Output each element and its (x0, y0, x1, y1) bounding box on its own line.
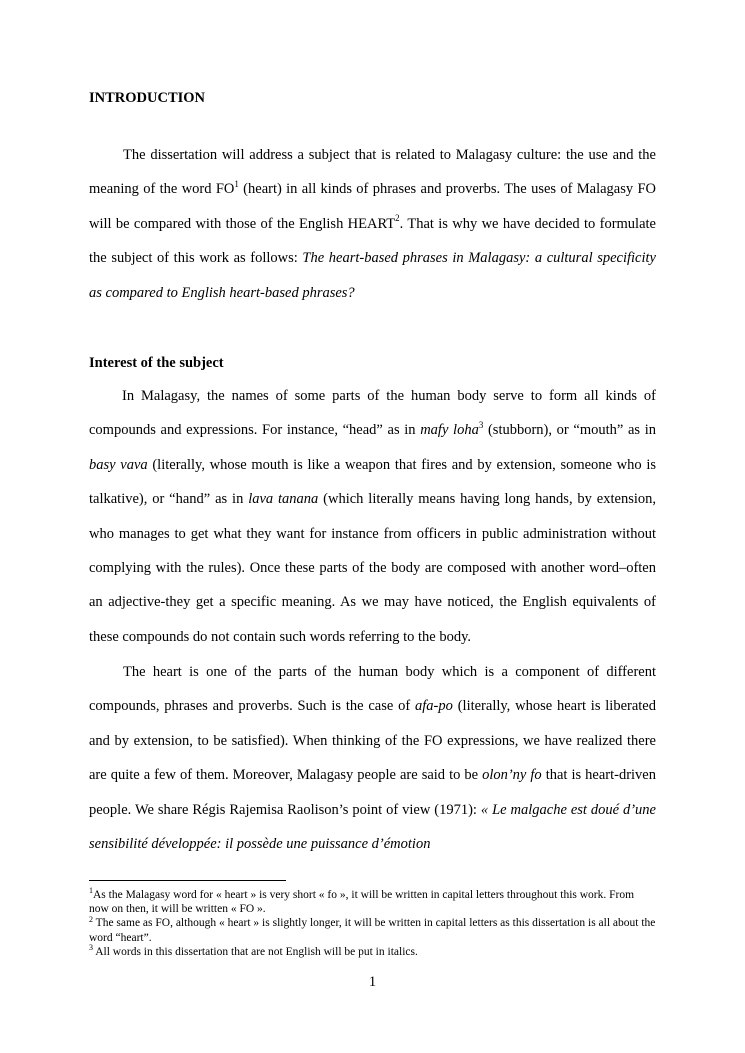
french-quotation: « Le malgache est doué d’une sensibilité développée: il possède une puissance d’émotion (89, 801, 656, 853)
footnotes (89, 888, 656, 959)
footnote-ref-1[interactable]: 1 (234, 178, 239, 189)
interest-p2-text-1: The heart is one of the parts of the human body which is a component of different compounds, phrases and proverbs. Such is the case of (89, 664, 656, 715)
section-heading-introduction: INTRODUCTION (89, 90, 206, 106)
footnote-3-mark: 3 (89, 942, 93, 952)
malagasy-term-lava-tanana: lava tanana (248, 491, 319, 508)
footnote-2-text: The same as FO, although « heart » is slightly longer, it will be written in capital letters as this dissertation is all about the word “heart”. (89, 917, 656, 944)
footnote-1-text: As the Malagasy word for « heart » is very short « fo », it will be written in capital letters throughout this work. From now on then, it will be written « FO ». (89, 889, 635, 916)
footnote-ref-2[interactable]: 2 (395, 212, 400, 223)
footnote-separator (89, 880, 286, 881)
intro-paragraph (89, 138, 656, 310)
interest-paragraph-2 (89, 655, 656, 861)
interest-p1-text-4: (which literally means having long hands, by extension, who manages to get what they want for instance from officers in public administration without complying with the rules). Once these parts of the body are composed with another word–often an adjective-they get a specific meaning. As we may have noticed, the English equivalents of these compounds do not contain such words referring to the body. (89, 491, 656, 645)
interest-p2-text-3: that is heart-driven people. We share Régis Rajemisa Raolison’s point of view (1971): (89, 767, 656, 818)
footnote-2 (89, 916, 656, 944)
intro-text-1: The dissertation will address a subject that is related to Malagasy culture: the use and the meaning of the word FO (89, 147, 656, 198)
footnote-ref-3[interactable]: 3 (478, 419, 484, 430)
intro-text-3: . That is why we have decided to formulate the subject of this work as follows: (89, 215, 656, 267)
footnote-1 (89, 888, 656, 916)
footnote-3-text: All words in this dissertation that are not English will be put in italics. (93, 945, 418, 958)
footnote-2-mark: 2 (89, 914, 93, 924)
intro-text-2: (heart) in all kinds of phrases and proverbs. The uses of Malagasy FO will be compared with those of the English HEART (89, 181, 656, 232)
interest-paragraph-1 (89, 379, 656, 654)
footnote-3 (89, 942, 656, 959)
malagasy-term-basy-vava: basy vava (89, 456, 148, 473)
malagasy-term-mafy-loha: mafy loha (420, 422, 479, 439)
interest-p1-text-3: (literally, whose mouth is like a weapon that fires and by extension, someone who is talkative), or “hand” as in (89, 456, 657, 508)
malagasy-term-olon-ny-fo: olon’ny fo (482, 767, 542, 784)
footnote-1-mark: 1 (89, 886, 93, 896)
page-number: 1 (368, 974, 377, 990)
section-heading-interest: Interest of the subject (89, 355, 224, 371)
malagasy-term-afa-po: afa-po (415, 698, 453, 715)
interest-p1-text-2: (stubborn), or “mouth” as in (483, 422, 657, 439)
interest-p1-text-1: In Malagasy, the names of some parts of the human body serve to form all kinds of compounds and expressions. For instance, “head” as in (89, 388, 656, 439)
interest-p2-text-2: (literally, whose heart is liberated and by extension, to be satisfied). When thinking of the FO expressions, we have realized there are quite a few of them. Moreover, Malagasy people are said to be (89, 698, 656, 784)
dissertation-title: The heart-based phrases in Malagasy: a cultural specificity as compared to English heart-based phrases? (89, 250, 656, 301)
